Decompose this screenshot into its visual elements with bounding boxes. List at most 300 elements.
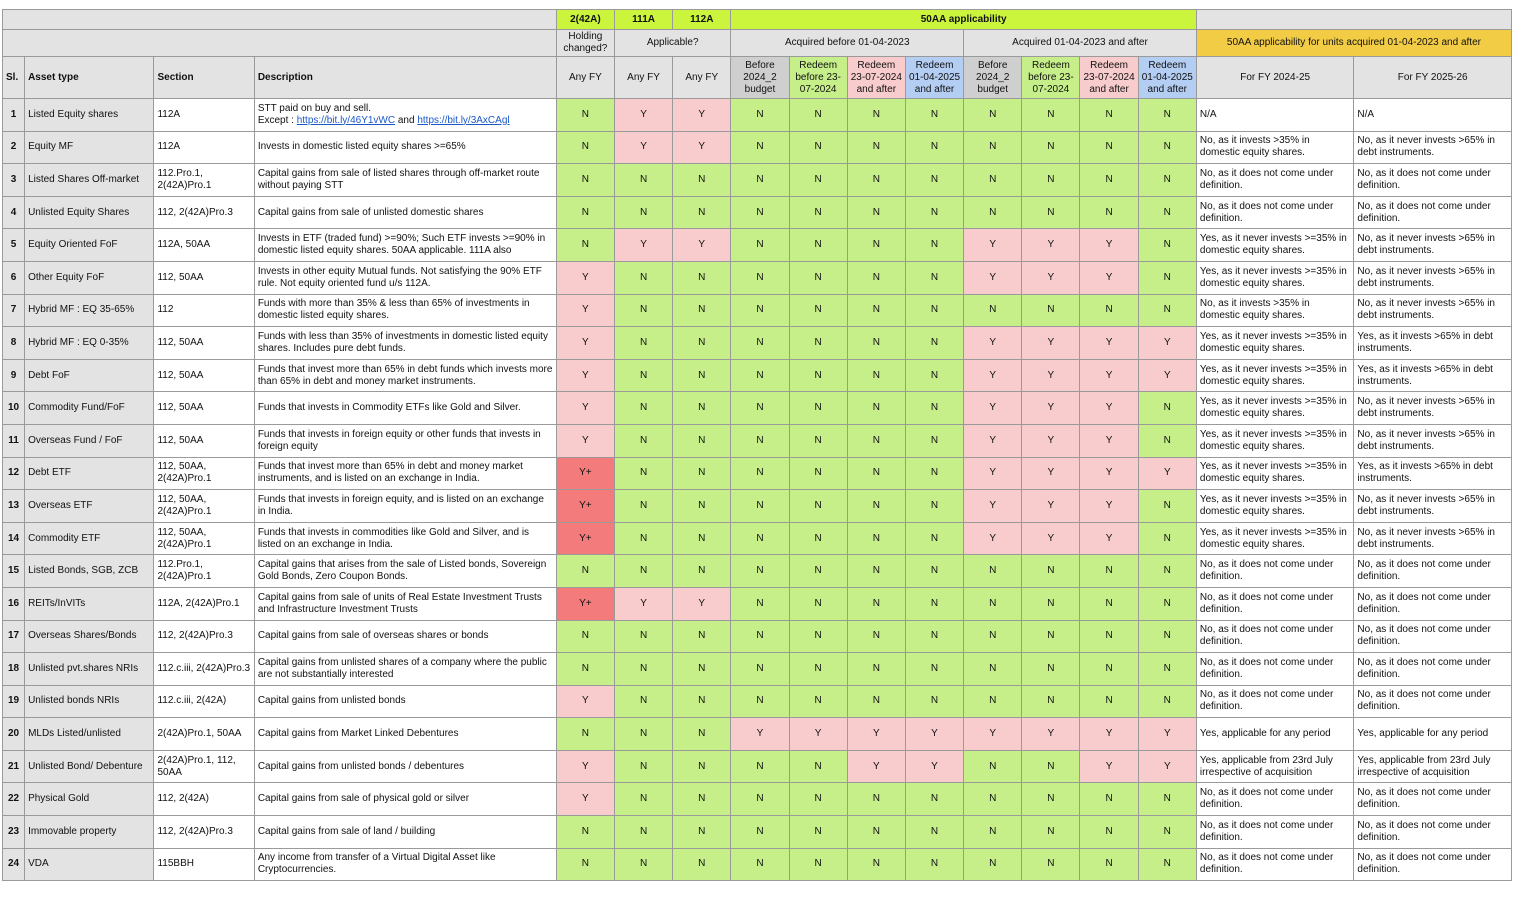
section-cell: 112, 2(42A)Pro.3 [154,816,254,849]
acquired-after-cell: Y [964,359,1022,392]
acquired-after-cell: Y [1138,718,1196,751]
acquired-after-cell: Y [1022,392,1080,425]
applicable-111a-cell: N [614,522,672,555]
description-text: Invests in ETF (traded fund) >=90%; Such ETF invests >=90% in domestic listed equity shares. 50AA applicable. 111A also [257,233,546,257]
section-cell: 112A [154,131,254,164]
col-group-50aa: 50AA applicability [731,10,1197,30]
table-row [3,196,1512,229]
acquired-after-cell: N [964,783,1022,816]
acquired-before-cell: N [847,131,905,164]
asset-type-cell: Debt ETF [25,457,154,490]
description-text: STT paid on buy and sell. [257,102,372,114]
holding-changed-cell: Y [556,750,614,783]
asset-type-cell: Unlisted Equity Shares [25,196,154,229]
acquired-after-cell: Y [1138,750,1196,783]
section-header: Section [154,57,254,99]
acquired-after-cell: N [1022,131,1080,164]
acquired-before-cell: N [847,359,905,392]
fy-2024-25-cell: No, as it does not come under definition. [1196,848,1354,881]
acquired-before-cell: N [731,229,789,262]
description-cell [254,816,556,849]
holding-changed-cell: Y [556,359,614,392]
description-text: Capital gains from sale of physical gold or silver [257,793,470,805]
col-group-111a: 111A [614,10,672,30]
section-cell: 112, 50AA [154,327,254,360]
acquired-before-cell: N [905,783,963,816]
acquired-after-cell: N [1138,685,1196,718]
blank-header-cell [3,10,557,30]
acquired-after-cell: N [1138,587,1196,620]
fy-2024-25-cell: No, as it does not come under definition. [1196,196,1354,229]
fy-2024-25-cell: No, as it does not come under definition. [1196,653,1354,686]
acquired-after-cell: N [1080,783,1138,816]
description-cell [254,359,556,392]
acquired-after-cell: Y [964,424,1022,457]
table-row [3,457,1512,490]
asset-type-cell: Immovable property [25,816,154,849]
applicable-111a-cell: N [614,685,672,718]
acquired-before-cell: N [847,164,905,197]
description-text: Capital gains from sale of listed shares through off-market route without paying STT [257,167,540,191]
acquired-after-header: Acquired 01-04-2023 and after [964,30,1197,57]
before-budget-header: Before 2024_2 budget [964,57,1022,99]
acquired-before-cell: N [731,653,789,686]
fy-2024-25-cell: Yes, as it never invests >=35% in domestic equity shares. [1196,229,1354,262]
header-row-3 [3,57,1512,99]
row-number: 1 [3,99,25,132]
applicable-111a-cell: N [614,783,672,816]
description-cell [254,131,556,164]
description-header: Description [254,57,556,99]
acquired-after-cell: N [1138,816,1196,849]
acquired-before-cell: N [789,261,847,294]
acquired-before-cell: N [905,424,963,457]
acquired-before-cell: N [905,164,963,197]
acquired-after-cell: N [1138,620,1196,653]
fy-2024-25-cell: No, as it does not come under definition. [1196,816,1354,849]
applicable-112a-cell: N [673,424,731,457]
acquired-after-cell: Y [1080,457,1138,490]
applicable-111a-cell: Y [614,229,672,262]
row-number: 17 [3,620,25,653]
section-cell: 112, 2(42A)Pro.3 [154,196,254,229]
bitly-link-2[interactable]: https://bit.ly/3AxCAgl [417,114,510,126]
section-cell: 112, 50AA [154,424,254,457]
fy-2025-26-cell: No, as it never invests >65% in debt instruments. [1354,424,1512,457]
capital-gains-table [2,9,1512,881]
acquired-before-cell: N [847,848,905,881]
acquired-before-cell: N [847,99,905,132]
fy-2024-25-cell: Yes, applicable from 23rd July irrespective of acquisition [1196,750,1354,783]
fy-2024-25-cell: No, as it does not come under definition. [1196,555,1354,588]
section-cell: 112.Pro.1, 2(42A)Pro.1 [154,555,254,588]
asset-type-cell: REITs/InVITs [25,587,154,620]
acquired-before-cell: N [847,685,905,718]
holding-changed-cell: Y+ [556,490,614,523]
applicable-112a-cell: N [673,294,731,327]
acquired-after-cell: N [964,620,1022,653]
acquired-after-cell: Y [1138,457,1196,490]
acquired-after-cell: N [1022,555,1080,588]
acquired-before-cell: N [905,327,963,360]
section-cell: 115BBH [154,848,254,881]
acquired-after-cell: N [964,848,1022,881]
holding-changed-cell: N [556,196,614,229]
asset-type-header: Asset type [25,57,154,99]
acquired-before-cell: N [731,261,789,294]
applicable-112a-cell: N [673,327,731,360]
acquired-after-cell: N [1022,653,1080,686]
acquired-after-cell: N [1022,750,1080,783]
section-cell: 112A [154,99,254,132]
description-text: Capital gains from sale of unlisted domestic shares [257,206,484,218]
acquired-before-cell: N [847,327,905,360]
acquired-before-cell: N [789,196,847,229]
table-row [3,620,1512,653]
row-number: 18 [3,653,25,686]
acquired-after-cell: N [1138,424,1196,457]
table-row [3,229,1512,262]
fy-2025-26-cell: Yes, as it invests >65% in debt instruments. [1354,359,1512,392]
acquired-before-cell: N [905,620,963,653]
applicable-112a-cell: N [673,653,731,686]
acquired-after-cell: Y [1022,327,1080,360]
acquired-before-cell: Y [905,718,963,751]
acquired-before-cell: N [731,457,789,490]
acquired-before-cell: N [731,294,789,327]
holding-changed-cell: Y [556,327,614,360]
acquired-after-cell: N [1022,816,1080,849]
fy-2025-26-cell: No, as it never invests >65% in debt instruments. [1354,392,1512,425]
table-row [3,750,1512,783]
description-cell [254,196,556,229]
acquired-after-cell: N [1138,392,1196,425]
acquired-after-cell: N [1138,99,1196,132]
fy-2025-26-cell: No, as it does not come under definition. [1354,620,1512,653]
applicable-111a-cell: N [614,359,672,392]
fy-2024-25-cell: Yes, as it never invests >=35% in domestic equity shares. [1196,392,1354,425]
applicable-112a-cell: N [673,196,731,229]
applicable-112a-cell: N [673,457,731,490]
acquired-before-cell: N [847,261,905,294]
applicable-112a-cell: N [673,718,731,751]
acquired-before-cell: N [789,750,847,783]
section-cell: 112.c.iii, 2(42A) [154,685,254,718]
fy-2025-26-cell: No, as it never invests >65% in debt instruments. [1354,294,1512,327]
acquired-after-cell: N [1138,490,1196,523]
fy-2025-26-cell: No, as it never invests >65% in debt instruments. [1354,131,1512,164]
holding-changed-cell: N [556,99,614,132]
description-cell [254,718,556,751]
any-fy-header: Any FY [556,57,614,99]
section-cell: 112A, 2(42A)Pro.1 [154,587,254,620]
description-text: Any income from transfer of a Virtual Digital Asset like Cryptocurrencies. [257,852,496,876]
fy-2025-26-cell: No, as it does not come under definition. [1354,587,1512,620]
row-number: 24 [3,848,25,881]
description-cell [254,555,556,588]
row-number: 8 [3,327,25,360]
applicable-111a-cell: N [614,848,672,881]
acquired-before-cell: N [789,229,847,262]
asset-type-cell: Hybrid MF : EQ 0-35% [25,327,154,360]
applicable-112a-cell: Y [673,131,731,164]
description-text: Funds that invest more than 65% in debt funds which invests more than 65% in debt and money market instruments. [257,363,553,387]
blank-header-cell-2 [3,30,557,57]
acquired-before-cell: N [789,685,847,718]
acquired-before-cell: N [789,294,847,327]
table-row [3,848,1512,881]
col-group-2-42a: 2(42A) [556,10,614,30]
holding-changed-cell: Y [556,392,614,425]
sl-header: Sl. [3,57,25,99]
section-cell: 112, 2(42A) [154,783,254,816]
holding-changed-cell: N [556,620,614,653]
acquired-after-cell: N [1138,294,1196,327]
acquired-after-cell: N [1080,848,1138,881]
applicable-112a-cell: N [673,816,731,849]
acquired-before-cell: N [847,587,905,620]
description-text: Capital gains from Market Linked Debentures [257,728,459,740]
acquired-before-cell: N [789,131,847,164]
acquired-before-cell: N [789,359,847,392]
acquired-after-cell: Y [1022,261,1080,294]
fy-2025-26-cell: No, as it does not come under definition. [1354,848,1512,881]
acquired-after-cell: N [1138,848,1196,881]
fy-2025-26-cell: No, as it does not come under definition. [1354,816,1512,849]
acquired-after-cell: N [1138,229,1196,262]
applicable-111a-cell: N [614,424,672,457]
row-number: 23 [3,816,25,849]
table-row [3,816,1512,849]
description-text: Capital gains from sale of overseas shares or bonds [257,630,489,642]
fy-2025-26-cell: No, as it never invests >65% in debt instruments. [1354,490,1512,523]
acquired-after-cell: N [1080,131,1138,164]
acquired-after-cell: Y [964,718,1022,751]
acquired-before-cell: N [847,653,905,686]
acquired-after-cell: N [1022,587,1080,620]
fy-applicability-header: 50AA applicability for units acquired 01-04-2023 and after [1196,30,1511,57]
acquired-before-cell: N [731,848,789,881]
acquired-before-cell: Y [847,718,905,751]
acquired-before-cell: N [847,816,905,849]
acquired-after-cell: Y [1080,750,1138,783]
acquired-before-cell: N [847,490,905,523]
applicable-112a-cell: N [673,620,731,653]
acquired-after-cell: Y [1080,522,1138,555]
acquired-after-cell: Y [1080,229,1138,262]
col-group-112a: 112A [673,10,731,30]
fy-2025-26-cell: No, as it never invests >65% in debt instruments. [1354,229,1512,262]
row-number: 20 [3,718,25,751]
fy-2025-26-cell: No, as it does not come under definition. [1354,653,1512,686]
holding-changed-cell: N [556,131,614,164]
description-cell [254,522,556,555]
fy-2025-26-cell: Yes, as it invests >65% in debt instruments. [1354,327,1512,360]
acquired-before-cell: N [731,685,789,718]
section-cell: 112, 50AA, 2(42A)Pro.1 [154,457,254,490]
applicable-112a-cell: Y [673,587,731,620]
redeem-after-0104-header: Redeem 01-04-2025 and after [1138,57,1196,99]
description-text: Capital gains that arises from the sale of Listed bonds, Sovereign Gold Bonds, Zero Coupon Bonds. [257,559,547,583]
row-number: 19 [3,685,25,718]
acquired-before-cell: Y [905,750,963,783]
acquired-before-cell: N [905,555,963,588]
fy-2024-25-cell: No, as it invests >35% in domestic equity shares. [1196,294,1354,327]
acquired-before-cell: N [905,653,963,686]
applicable-111a-cell: N [614,816,672,849]
fy-2024-25-cell: No, as it does not come under definition. [1196,164,1354,197]
fy-2025-26-cell: No, as it does not come under definition. [1354,164,1512,197]
fy-2024-25-cell: No, as it does not come under definition. [1196,783,1354,816]
description-text: Funds that invests in commodities like Gold and Silver, and is listed on an exchange in India. [257,526,530,550]
acquired-after-cell: N [1138,653,1196,686]
table-row [3,294,1512,327]
acquired-after-cell: Y [1080,359,1138,392]
acquired-before-cell: N [731,99,789,132]
acquired-after-cell: N [1138,164,1196,197]
section-cell: 112, 50AA [154,261,254,294]
holding-changed-cell: N [556,816,614,849]
acquired-before-cell: N [905,99,963,132]
acquired-after-cell: N [1080,196,1138,229]
acquired-after-cell: N [964,587,1022,620]
acquired-after-cell: N [1080,99,1138,132]
bitly-link-1[interactable]: https://bit.ly/46Y1vWC [296,114,396,126]
description-cell [254,424,556,457]
acquired-before-cell: N [789,457,847,490]
acquired-after-cell: Y [1022,229,1080,262]
applicable-112a-cell: N [673,522,731,555]
acquired-after-cell: N [964,99,1022,132]
fy-2024-25-cell: No, as it invests >35% in domestic equity shares. [1196,131,1354,164]
acquired-before-cell: N [789,424,847,457]
row-number: 2 [3,131,25,164]
holding-changed-cell: N [556,164,614,197]
table-row [3,783,1512,816]
section-cell: 2(42A)Pro.1, 112, 50AA [154,750,254,783]
acquired-after-cell: Y [1080,392,1138,425]
acquired-before-cell: N [789,783,847,816]
acquired-before-cell: N [847,555,905,588]
acquired-after-cell: Y [964,522,1022,555]
header-row-1 [3,10,1512,30]
applicable-112a-cell: N [673,848,731,881]
acquired-after-cell: N [964,131,1022,164]
blank-header-cell-right [1196,10,1511,30]
fy-2024-25-cell: No, as it does not come under definition. [1196,685,1354,718]
holding-changed-cell: N [556,229,614,262]
description-text: Funds that invests in foreign equity or other funds that invests in foreign equity [257,428,541,452]
acquired-before-cell: N [847,783,905,816]
description-text: Capital gains from unlisted bonds / debentures [257,760,465,772]
fy-2025-26-cell: No, as it never invests >65% in debt instruments. [1354,522,1512,555]
description-cell [254,750,556,783]
acquired-after-cell: N [1138,522,1196,555]
holding-changed-cell: Y [556,685,614,718]
asset-type-cell: Commodity Fund/FoF [25,392,154,425]
table-row [3,653,1512,686]
applicable-112a-cell: N [673,164,731,197]
links-separator: and [395,114,418,126]
applicable-111a-cell: N [614,392,672,425]
section-cell: 2(42A)Pro.1, 50AA [154,718,254,751]
applicable-112a-cell: N [673,490,731,523]
row-number: 6 [3,261,25,294]
acquired-before-cell: N [847,196,905,229]
table-row [3,424,1512,457]
acquired-after-cell: N [1080,816,1138,849]
acquired-before-cell: N [905,457,963,490]
fy-2024-25-cell: Yes, as it never invests >=35% in domestic equity shares. [1196,359,1354,392]
table-row [3,327,1512,360]
acquired-before-cell: N [789,164,847,197]
row-number: 9 [3,359,25,392]
applicable-111a-cell: N [614,261,672,294]
asset-type-cell: Listed Bonds, SGB, ZCB [25,555,154,588]
applicable-111a-cell: N [614,294,672,327]
acquired-after-cell: N [1138,783,1196,816]
acquired-after-cell: Y [1022,424,1080,457]
row-number: 15 [3,555,25,588]
table-row [3,685,1512,718]
acquired-after-cell: Y [964,327,1022,360]
table-row [3,164,1512,197]
any-fy-header: Any FY [614,57,672,99]
acquired-after-cell: N [1022,848,1080,881]
applicable-111a-cell: Y [614,587,672,620]
fy-2024-25-cell: Yes, as it never invests >=35% in domestic equity shares. [1196,261,1354,294]
acquired-before-cell: N [789,816,847,849]
acquired-before-cell: N [789,587,847,620]
acquired-before-cell: N [731,750,789,783]
acquired-after-cell: Y [964,261,1022,294]
acquired-before-cell: N [905,131,963,164]
applicable-111a-cell: N [614,555,672,588]
applicable-111a-cell: N [614,718,672,751]
acquired-after-cell: N [1080,685,1138,718]
description-text: Capital gains from sale of land / building [257,825,436,837]
applicable-112a-cell: N [673,685,731,718]
description-text: Funds that invests in Commodity ETFs like Gold and Silver. [257,402,521,414]
asset-type-cell: Overseas Fund / FoF [25,424,154,457]
section-cell: 112, 50AA, 2(42A)Pro.1 [154,490,254,523]
description-text: Capital gains from sale of units of Real Estate Investment Trusts and Infrastructure Investment Trusts [257,591,542,615]
section-cell: 112A, 50AA [154,229,254,262]
description-text: Funds that invests in foreign equity, and is listed on an exchange in India. [257,493,544,517]
acquired-after-cell: Y [964,229,1022,262]
asset-type-cell: Listed Equity shares [25,99,154,132]
description-cell [254,490,556,523]
applicable-111a-cell: N [614,327,672,360]
holding-changed-header: Holding changed? [556,30,614,57]
acquired-before-cell: N [731,522,789,555]
acquired-after-cell: Y [1022,457,1080,490]
description-cell [254,457,556,490]
fy-2025-26-cell: No, as it does not come under definition. [1354,555,1512,588]
asset-type-cell: Other Equity FoF [25,261,154,294]
fy-2025-26-cell: Yes, applicable from 23rd July irrespective of acquisition [1354,750,1512,783]
acquired-after-cell: N [1022,196,1080,229]
applicable-112a-cell: N [673,359,731,392]
acquired-before-cell: N [847,392,905,425]
acquired-after-cell: N [1022,294,1080,327]
applicable-111a-cell: N [614,620,672,653]
asset-type-cell: Overseas Shares/Bonds [25,620,154,653]
section-cell: 112 [154,294,254,327]
fy-2025-26-cell: Yes, applicable for any period [1354,718,1512,751]
fy-2025-26-cell: No, as it does not come under definition. [1354,685,1512,718]
acquired-after-cell: N [1080,653,1138,686]
